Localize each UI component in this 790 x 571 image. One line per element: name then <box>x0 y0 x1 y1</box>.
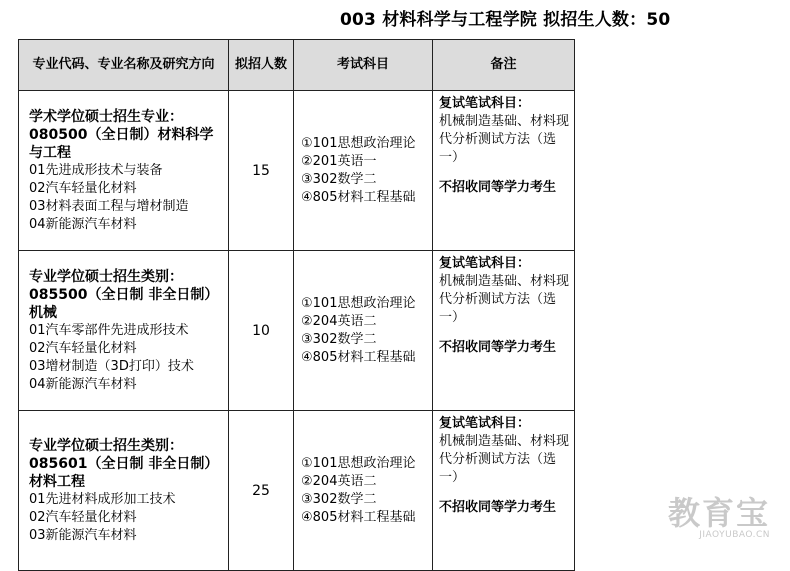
note-extra: 不招收同等学力考生 <box>439 180 557 195</box>
subject-item: ②204英语二 <box>301 313 377 329</box>
direction-item: 02汽车轻量化材料 <box>29 180 137 196</box>
subject-item: ③302数学二 <box>301 331 377 347</box>
direction-item: 04新能源汽车材料 <box>29 216 137 232</box>
direction-item: 01先进材料成形加工技术 <box>29 491 176 507</box>
subject-item: ②204英语二 <box>301 473 377 489</box>
notes-cell <box>433 411 575 571</box>
watermark-logo: 教育宝 <box>667 494 770 532</box>
table-row <box>19 91 575 251</box>
count-cell: 25 <box>229 411 294 571</box>
direction-item: 02汽车轻量化材料 <box>29 509 137 525</box>
direction-item: 03增材制造（3D打印）技术 <box>29 358 194 374</box>
major-category: 专业学位硕士招生类别： <box>29 268 183 285</box>
page-title: 003 材料科学与工程学院 拟招生人数：50 <box>340 10 671 30</box>
major-code-name: 080500（全日制）材料科学与工程 <box>29 126 214 161</box>
subjects-cell <box>294 411 433 571</box>
subject-item: ①101思想政治理论 <box>301 295 416 311</box>
note-text: 机械制造基础、材料现代分析测试方法（选一） <box>439 114 570 165</box>
direction-item: 04新能源汽车材料 <box>29 376 137 392</box>
subjects-cell <box>294 91 433 251</box>
notes-cell <box>433 91 575 251</box>
direction-item: 01先进成形技术与装备 <box>29 162 163 178</box>
direction-item: 02汽车轻量化材料 <box>29 340 137 356</box>
direction-item: 01汽车零部件先进成形技术 <box>29 322 189 338</box>
subject-item: ①101思想政治理论 <box>301 455 416 471</box>
count-cell: 15 <box>229 91 294 251</box>
major-category: 学术学位硕士招生专业： <box>29 108 183 125</box>
note-extra: 不招收同等学力考生 <box>439 340 557 355</box>
note-text: 机械制造基础、材料现代分析测试方法（选一） <box>439 434 570 485</box>
note-title: 复试笔试科目： <box>439 256 531 271</box>
major-code-name: 085601（全日制 非全日制） <box>29 455 219 472</box>
subjects-cell <box>294 251 433 411</box>
note-extra: 不招收同等学力考生 <box>439 500 557 515</box>
header-count: 拟招人数 <box>229 40 294 91</box>
major-cell <box>19 251 229 411</box>
direction-item: 03新能源汽车材料 <box>29 527 137 543</box>
notes-cell <box>433 251 575 411</box>
header-notes: 备注 <box>433 40 575 91</box>
subject-item: ④805材料工程基础 <box>301 509 416 525</box>
major-name: 机械 <box>29 304 57 321</box>
subject-item: ④805材料工程基础 <box>301 349 416 365</box>
major-cell <box>19 411 229 571</box>
subject-item: ④805材料工程基础 <box>301 189 416 205</box>
major-name: 材料工程 <box>29 473 85 490</box>
header-subjects: 考试科目 <box>294 40 433 91</box>
table-header-row <box>19 40 575 91</box>
subject-item: ②201英语一 <box>301 153 377 169</box>
count-cell: 10 <box>229 251 294 411</box>
subject-item: ③302数学二 <box>301 491 377 507</box>
subject-item: ①101思想政治理论 <box>301 135 416 151</box>
direction-item: 03材料表面工程与增材制造 <box>29 198 189 214</box>
watermark-url: JIAOYUBAO.CN <box>699 530 770 540</box>
major-cell <box>19 91 229 251</box>
note-title: 复试笔试科目： <box>439 416 531 431</box>
subject-item: ③302数学二 <box>301 171 377 187</box>
table-row <box>19 411 575 571</box>
major-code-name: 085500（全日制 非全日制） <box>29 286 219 303</box>
table-row <box>19 251 575 411</box>
note-text: 机械制造基础、材料现代分析测试方法（选一） <box>439 274 570 325</box>
enrollment-table <box>18 39 575 571</box>
header-major: 专业代码、专业名称及研究方向 <box>19 40 229 91</box>
major-category: 专业学位硕士招生类别： <box>29 437 183 454</box>
note-title: 复试笔试科目： <box>439 96 531 111</box>
watermark <box>668 488 770 540</box>
